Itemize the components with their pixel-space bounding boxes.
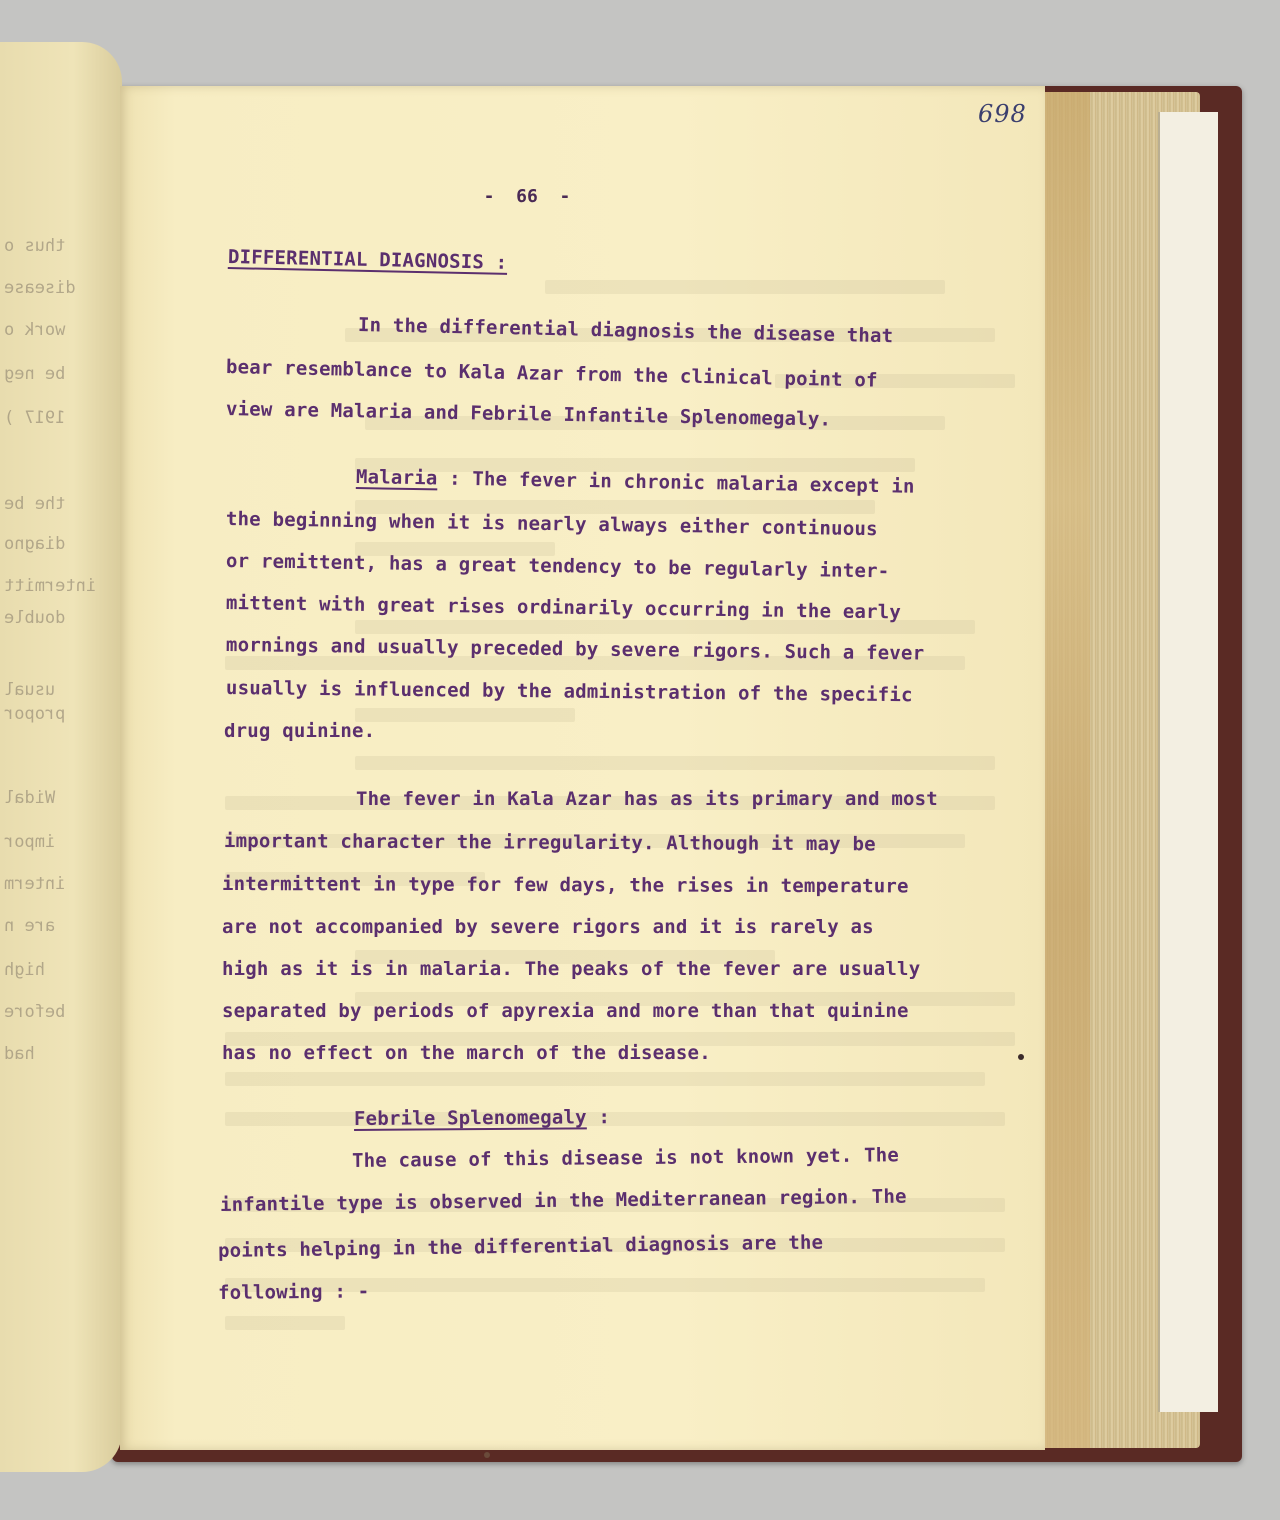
text-run: : The fever in chronic malaria except in — [437, 467, 915, 498]
text-run: : — [586, 1106, 611, 1129]
left-page-fragment: thus o — [4, 236, 66, 256]
left-page-fragment: before — [4, 1002, 66, 1022]
text-line: The cause of this disease is not known yet. The — [351, 1144, 900, 1172]
left-page-fragment: interm — [4, 874, 66, 894]
text-line: usually is influenced by the administration of the specific — [225, 677, 913, 707]
left-page-fragment: high — [4, 960, 45, 980]
folio-number: 698 — [978, 100, 1027, 128]
text-line: following : - — [217, 1280, 370, 1304]
left-page-fragment: disease — [4, 278, 76, 298]
left-page-fragment: impor — [4, 832, 56, 852]
text-line: separated by periods of apyrexia and more than that quinine — [222, 1000, 909, 1022]
febrile-splenomegaly-subheading: Febrile Splenomegaly — [353, 1106, 587, 1130]
text-line: view are Malaria and Febrile Infantile Splenomegaly. — [225, 398, 832, 431]
text-line: bear resemblance to Kala Azar from the clinical point of — [225, 356, 878, 392]
text-line: The fever in Kala Azar has as its primary and most — [356, 788, 938, 810]
text-line: intermittent in type for few days, the rises in temperature — [221, 873, 909, 898]
left-page-fragment: are n — [4, 916, 56, 936]
text-line: or remittent, has a great tendency to be regularly inter- — [225, 550, 890, 583]
ink-speck — [484, 1452, 490, 1458]
left-page-fragment: double — [4, 608, 66, 628]
ink-speck — [1018, 1054, 1024, 1060]
text-line — [354, 1106, 610, 1130]
left-page-fragment: the be — [4, 494, 66, 514]
left-page-fragment: had — [4, 1044, 35, 1064]
left-page-fragment: diagno — [4, 534, 66, 554]
text-line: high as it is in malaria. The peaks of the fever are usually — [222, 958, 921, 980]
malaria-subheading: Malaria — [355, 466, 438, 490]
left-page-fragment: Widal — [4, 788, 56, 808]
text-line: points helping in the differential diagnosis are the — [217, 1231, 824, 1262]
left-page-fragment: intermitt — [4, 576, 97, 596]
left-page-fragment: propor — [4, 704, 66, 724]
left-page-fragment: be neg — [4, 364, 66, 384]
text-line: mittent with great rises ordinarily occurring in the early — [225, 592, 902, 624]
text-line: infantile type is observed in the Mediterranean region. The — [219, 1185, 907, 1216]
text-line: mornings and usually preceded by severe rigors. Such a fever — [225, 634, 925, 665]
section-heading: DIFFERENTIAL DIAGNOSIS : — [227, 246, 508, 274]
text-line: In the differential diagnosis the disease that — [357, 314, 894, 348]
left-page — [0, 42, 122, 1472]
text-line: has no effect on the march of the disease. — [222, 1042, 711, 1064]
page-number: - 66 - — [483, 186, 571, 207]
text-line: the beginning when it is nearly always either continuous — [225, 508, 878, 541]
text-line: are not accompanied by severe rigors and it is rarely as — [222, 916, 874, 938]
left-page-fragment: work o — [4, 320, 66, 340]
text-line: important character the irregularity. Although it may be — [223, 830, 876, 856]
text-line: drug quinine. — [224, 720, 376, 742]
left-page-fragment: usual — [4, 680, 56, 700]
back-endpaper — [1158, 112, 1218, 1412]
left-page-fragment: 1917 ) — [4, 408, 66, 428]
